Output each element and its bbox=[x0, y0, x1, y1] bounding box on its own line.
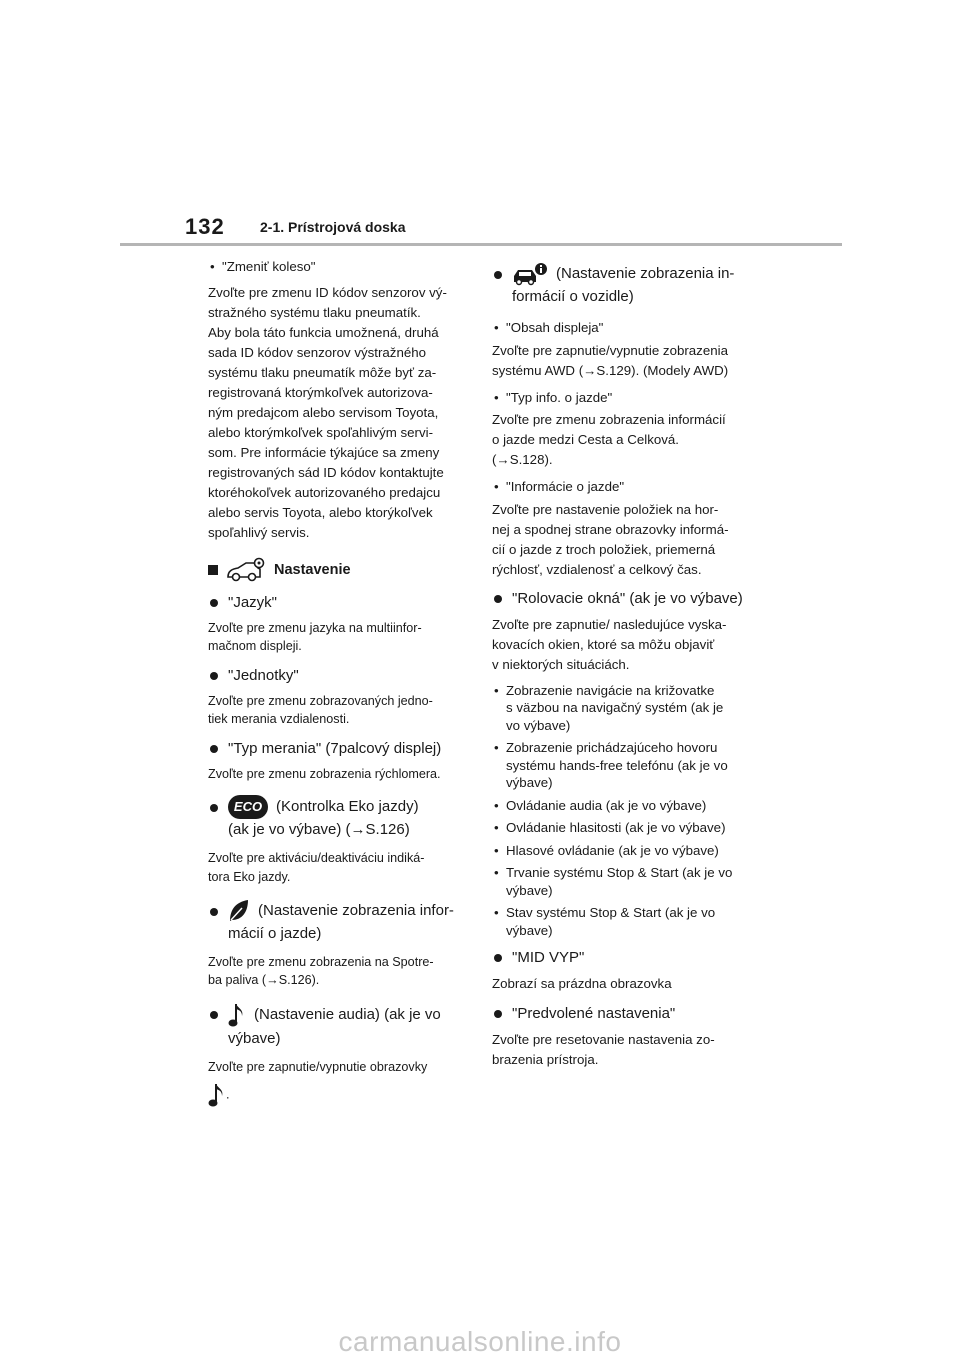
line: Aby bola táto funkcia umožnená, druhá bbox=[208, 324, 439, 340]
line: Zvoľte pre resetovanie nastavenia zo- bbox=[492, 1032, 715, 1047]
heading-text: "MID VYP" bbox=[512, 949, 585, 966]
line: Zvoľte pre zmenu zobrazovaných jedno- bbox=[208, 693, 433, 708]
line: nej a spodnej strane obrazovky informá- bbox=[492, 521, 729, 537]
heading-eco bbox=[208, 795, 470, 840]
line: Zvoľte pre zapnutie/vypnutie obrazovky bbox=[208, 1059, 428, 1074]
line: Zvoľte pre zmenu zobrazenia na Spotre- bbox=[208, 954, 434, 969]
car-settings-icon bbox=[226, 557, 266, 583]
settings-heading bbox=[208, 557, 470, 583]
heading-text: "Jazyk" bbox=[228, 593, 277, 611]
heading-popup bbox=[492, 588, 762, 609]
heading-eco-body bbox=[228, 795, 470, 840]
line: ktoréhokoľvek autorizovaného predajcu bbox=[208, 484, 441, 500]
bullet-change-wheel: • "Zmeniť koleso" bbox=[208, 258, 470, 276]
heading-text: "Jednotky" bbox=[228, 666, 299, 684]
round-bullet-icon bbox=[210, 672, 218, 680]
heading-text: formácií o vozidle) bbox=[512, 288, 634, 305]
list-item bbox=[492, 904, 762, 939]
line: alebo ktorýmkoľvek spoľahlivým servi- bbox=[208, 424, 434, 440]
line: alebo servis Toyota, alebo ktorýkoľvek bbox=[208, 504, 433, 520]
paragraph-units bbox=[208, 692, 470, 729]
line: • Ovládanie hlasitosti (ak je vo výbave) bbox=[506, 820, 726, 835]
section-title: 2-1. Prístrojová doska bbox=[260, 219, 406, 235]
heading-default-settings bbox=[492, 1003, 762, 1024]
line: výbave) bbox=[506, 775, 553, 790]
paragraph-default-settings bbox=[492, 1030, 762, 1070]
list-item bbox=[492, 797, 762, 815]
heading-language bbox=[208, 592, 470, 613]
line: Zvoľte pre aktiváciu/deaktiváciu indiká- bbox=[208, 851, 425, 866]
heading-mid-off bbox=[492, 947, 762, 968]
list-item bbox=[492, 864, 762, 899]
line: tora Eko jazdy. bbox=[208, 870, 291, 885]
heading-text: "Predvolené nastavenia" bbox=[512, 1005, 676, 1022]
paragraph-display bbox=[492, 341, 762, 381]
bullet-display: • "Obsah displeja" bbox=[492, 319, 762, 337]
round-bullet-icon bbox=[494, 271, 502, 279]
music-note-icon bbox=[208, 1082, 226, 1108]
line: Zvoľte pre zmenu zobrazenia rýchlomera. bbox=[208, 766, 441, 781]
line: kovacích okien, ktoré sa môžu objaviť bbox=[492, 636, 715, 652]
heading-audio bbox=[208, 1002, 470, 1049]
heading-text: (ak je vo výbave) (→S.126) bbox=[228, 821, 410, 839]
paragraph-trip-info bbox=[492, 410, 762, 470]
square-bullet-icon bbox=[208, 565, 218, 575]
list-item bbox=[492, 739, 762, 792]
audio-icon-line bbox=[208, 1082, 470, 1108]
paragraph-driving-info bbox=[492, 500, 762, 580]
line: registrovaných sád ID kódov kontaktujte bbox=[208, 464, 444, 480]
line: systému hands-free telefónu (ak je vo bbox=[506, 757, 728, 773]
line: Zvoľte pre zapnutie/ nasledujúce vyska- bbox=[492, 616, 727, 632]
line: • Hlasové ovládanie (ak je vo výbave) bbox=[506, 842, 719, 858]
heading-text: (Nastavenie audia) (ak je vo bbox=[254, 1005, 441, 1023]
heading-vehicle-body bbox=[512, 262, 762, 307]
heading-text: (Nastavenie zobrazenia infor- bbox=[258, 901, 454, 919]
line: stražného systému tlaku pneumatík. bbox=[208, 304, 421, 320]
paragraph-audio bbox=[208, 1058, 470, 1109]
round-bullet-icon bbox=[210, 1011, 218, 1019]
round-bullet-icon bbox=[210, 804, 218, 812]
paragraph-popup bbox=[492, 615, 762, 675]
eco-icon: ECO bbox=[228, 795, 268, 819]
round-bullet-icon bbox=[494, 595, 502, 603]
line: ba paliva (→S.126). bbox=[208, 973, 320, 988]
heading-audio-body bbox=[228, 1002, 470, 1049]
line: výbave) bbox=[506, 882, 553, 898]
heading-text: "Typ merania" (7palcový displej) bbox=[228, 739, 442, 757]
heading-units bbox=[208, 665, 470, 686]
heading-meter-type bbox=[208, 738, 470, 759]
paragraph-drive-info bbox=[208, 953, 470, 990]
line: systému tlaku pneumatík môže byť za- bbox=[208, 364, 437, 380]
round-bullet-icon bbox=[210, 745, 218, 753]
line: o jazde medzi Cesta a Celková. bbox=[492, 432, 679, 447]
line: • Zobrazenie prichádzajúceho hovoru bbox=[506, 740, 718, 755]
line: Zobrazí sa prázdna obrazovka bbox=[492, 976, 672, 991]
line: Zvoľte pre zmenu ID kódov senzorov vý- bbox=[208, 284, 447, 300]
line: spoľahlivý servis. bbox=[208, 524, 310, 540]
popup-list bbox=[492, 682, 762, 940]
line: Zvoľte pre zmenu jazyka na multiinfor- bbox=[208, 620, 422, 635]
line: s väzbou na navigačný systém (ak je bbox=[506, 700, 724, 715]
line: Zvoľte pre zapnutie/vypnutie zobrazenia bbox=[492, 342, 728, 358]
settings-heading-label: Nastavenie bbox=[274, 561, 351, 578]
line: cií o jazde z troch položiek, priemerná bbox=[492, 541, 716, 557]
line: • Stav systému Stop & Start (ak je vo bbox=[506, 905, 716, 920]
paragraph-eco bbox=[208, 849, 470, 886]
round-bullet-icon bbox=[494, 954, 502, 962]
bullet-driving-info: • "Informácie o jazde" bbox=[492, 478, 762, 496]
paragraph-meter-type bbox=[208, 765, 470, 784]
list-item bbox=[492, 819, 762, 837]
line: registrovaná ktorýmkoľvek autorizova- bbox=[208, 384, 433, 400]
music-note-icon bbox=[228, 1002, 246, 1028]
heading-vehicle-info bbox=[492, 262, 762, 307]
heading-text: výbave) bbox=[228, 1029, 281, 1047]
line-end: . bbox=[226, 1087, 230, 1102]
header-rule bbox=[120, 243, 842, 246]
line: (→S.128). bbox=[492, 452, 553, 467]
heading-text: (Kontrolka Eko jazdy) bbox=[276, 798, 419, 816]
left-column bbox=[208, 258, 470, 1108]
line: vo výbave) bbox=[506, 717, 571, 733]
right-column bbox=[492, 262, 762, 1070]
round-bullet-icon bbox=[494, 1010, 502, 1018]
line: výbave) bbox=[506, 922, 553, 938]
line: v niektorých situáciách. bbox=[492, 656, 630, 672]
line: • Zobrazenie navigácie na križovatke bbox=[506, 682, 715, 698]
round-bullet-icon bbox=[210, 908, 218, 916]
heading-drive-body bbox=[228, 899, 470, 944]
vehicle-info-icon bbox=[512, 262, 548, 286]
line: rýchlosť, vzdialenosť a celkový čas. bbox=[492, 561, 702, 577]
line: sada ID kódov senzorov výstražného bbox=[208, 344, 427, 360]
leaf-icon bbox=[228, 899, 250, 923]
line: brazenia prístroja. bbox=[492, 1052, 599, 1067]
list-item bbox=[492, 842, 762, 860]
list-item bbox=[492, 682, 762, 735]
line: Zvoľte pre nastavenie položiek na hor- bbox=[492, 501, 719, 517]
line: som. Pre informácie týkajúce sa zmeny bbox=[208, 444, 440, 460]
round-bullet-icon bbox=[210, 599, 218, 607]
heading-text: mácií o jazde) bbox=[228, 924, 322, 942]
line: systému AWD (→S.129). (Modely AWD) bbox=[492, 362, 729, 378]
page-number: 132 bbox=[185, 214, 225, 239]
heading-text: "Rolovacie okná" (ak je vo výbave) bbox=[512, 589, 743, 607]
bullet-trip-info: • "Typ info. o jazde" bbox=[492, 389, 762, 407]
heading-drive-info bbox=[208, 899, 470, 944]
line: Zvoľte pre zmenu zobrazenia informácií bbox=[492, 412, 726, 427]
line: ným predajcom alebo servisom Toyota, bbox=[208, 404, 439, 420]
watermark: carmanualsonline.info bbox=[338, 1326, 622, 1357]
paragraph-language bbox=[208, 619, 470, 656]
line: • Ovládanie audia (ak je vo výbave) bbox=[506, 797, 707, 813]
line: • Trvanie systému Stop & Start (ak je vo bbox=[506, 865, 733, 880]
heading-text: (Nastavenie zobrazenia in- bbox=[556, 264, 735, 282]
line: mačnom displeji. bbox=[208, 639, 302, 654]
line: tiek merania vzdialenosti. bbox=[208, 712, 350, 727]
paragraph-mid-off bbox=[492, 974, 762, 994]
paragraph-change-wheel bbox=[208, 283, 470, 543]
